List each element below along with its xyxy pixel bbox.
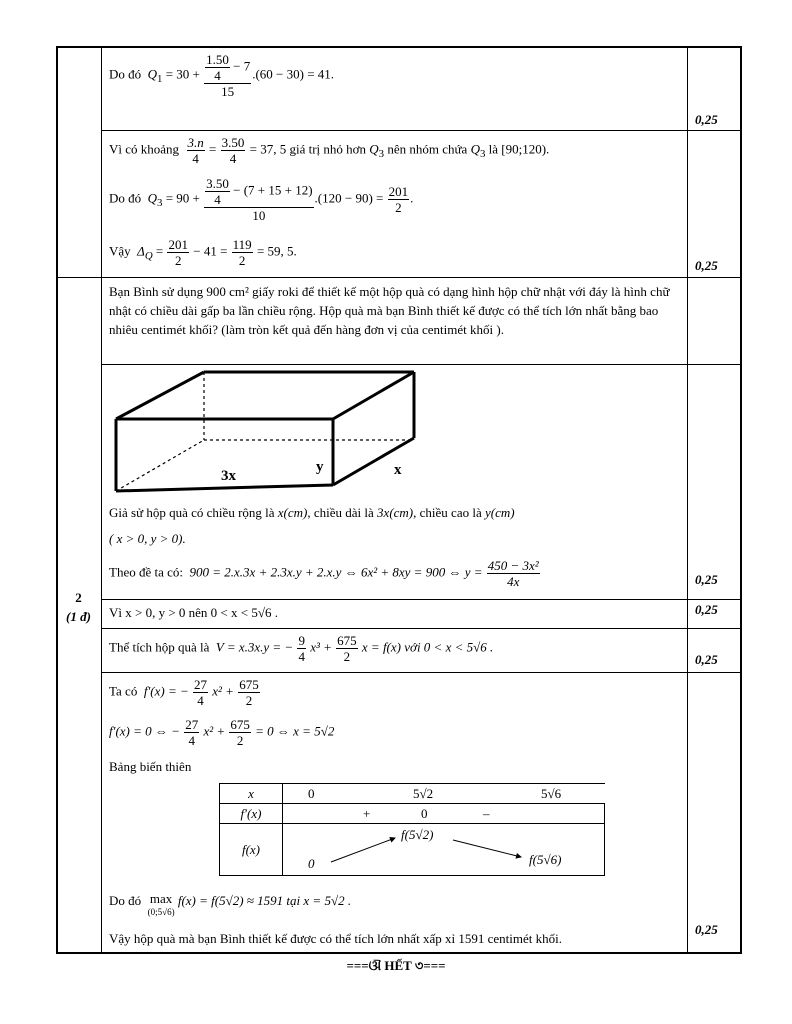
domain-line: Vì x > 0, y > 0 nên 0 < x < 5√6 . [109, 605, 278, 620]
row-divider [101, 130, 741, 131]
problem-statement: Bạn Bình sử dụng 900 cm² giấy roki để thiết kế một hộp quà có dạng hình hộp chữ nhật với đáy là hình chữ nhật có chiều dài gấp ba lần chiều rộng. Hộp quà mà bạn Bình thiết kế được có thể tích lớn nhất bằng bao nhiêu centimét khối? (làm tròn kết quả đến hàng đơn vị của centimét khối ). [109, 284, 670, 337]
bbt-f-header: f(x) [220, 824, 283, 876]
maximum-line: Do đó max (0;5√6) f(x) = f(5√2) ≈ 1591 tại x = 5√2 . [109, 891, 352, 917]
q1-line: Do đó $Q_1 = 30$ + $\frac{1.50}{4}$ − 7 15 .(60 − 30) = 41. [109, 52, 335, 99]
bbt-minus: – [483, 806, 490, 821]
score: 0,25 [695, 112, 718, 127]
end-marker: ===ଔ HẾT ৩=== [346, 958, 446, 973]
q3-formula-line: Do đó $Q_3 = 90$ + $\frac{3.50}{4}$ − (7 + 15 + 12) 10 .(120 − 90) = $\frac{201}{2}$ . [109, 176, 414, 223]
assumption-line: Giả sử hộp quà có chiều rộng là x(cm), chiều dài là 3x(cm), chiều cao là y(cm) [109, 505, 515, 520]
assumption-condition: ( x > 0, y > 0). [109, 531, 186, 546]
score: 0,25 [695, 922, 718, 937]
row-divider [101, 672, 741, 673]
bbt-fend: f(5√6) [529, 852, 562, 867]
bbt-zero: 0 [421, 806, 428, 821]
row-divider [101, 364, 741, 365]
bbt-x0: 0 [308, 786, 315, 801]
col-divider-left [101, 46, 102, 954]
label-y: y [316, 459, 324, 475]
variation-table [219, 783, 605, 876]
row-divider [56, 277, 742, 278]
bbt-fprime-header: f′(x) [220, 804, 283, 824]
box-figure [109, 368, 429, 496]
bbt-plus: + [363, 806, 371, 821]
question-number: 2 [75, 590, 82, 605]
col-divider-right [687, 46, 688, 954]
conclusion-line: Vậy hộp quà mà bạn Bình thiết kế được có thể tích lớn nhất xấp xỉ 1591 centimét khối. [109, 931, 562, 946]
bbt-x-header: x [220, 784, 283, 804]
bbt-arrows [283, 824, 603, 876]
equation-line: Theo đề ta có: 900 = 2.x.3x + 2.3x.y + 2.x.y ⇔ 6x² + 8xy = 900 ⇔ y = $\frac{\text{450 − 3x²}}{4x}$ [109, 558, 539, 589]
delta-q-line: Vậy $\Delta_Q$ = $\frac{201}{2}$ − 41 = $\frac{119}{2}$ = 59, 5. [109, 237, 297, 268]
score: 0,25 [695, 652, 718, 667]
score: 0,25 [695, 572, 718, 587]
score: 0,25 [695, 258, 718, 273]
q3-interval-line: Vì có khoảng $\frac{3.n}{4}$ = $\frac{3.50}{4}$ = 37, 5 giá trị nhỏ hơn $Q_3$ nên nhóm chứa $Q_3$ là [90;120). [109, 135, 550, 166]
variation-table-title: Bảng biến thiên [109, 759, 192, 774]
bbt-x2: 5√6 [541, 786, 562, 801]
bbt-f0: 0 [308, 856, 315, 871]
score: 0,25 [695, 602, 718, 617]
volume-line: Thể tích hộp quà là V = x.3x.y = − $\frac{9}{4}$ x³ + $\frac{675}{2}$ x = f(x) với 0 < x < 5√6 . [109, 633, 494, 664]
bbt-x1: 5√2 [413, 786, 434, 801]
label-3x: 3x [221, 468, 236, 484]
row-divider [101, 599, 741, 600]
critical-point-line: f′(x) = 0 ⇔ − $\frac{27}{4}$ x² + $\frac{675}{2}$ = 0 ⇔ x = 5√2 [109, 717, 335, 748]
derivative-line: Ta có f′(x) = − $\frac{27}{4}$ x² + $\frac{675}{2}$ [109, 677, 259, 708]
row-divider [101, 628, 741, 629]
bbt-fmax: f(5√2) [401, 827, 434, 842]
question-points: (1 đ) [66, 609, 91, 624]
label-x: x [394, 462, 402, 478]
